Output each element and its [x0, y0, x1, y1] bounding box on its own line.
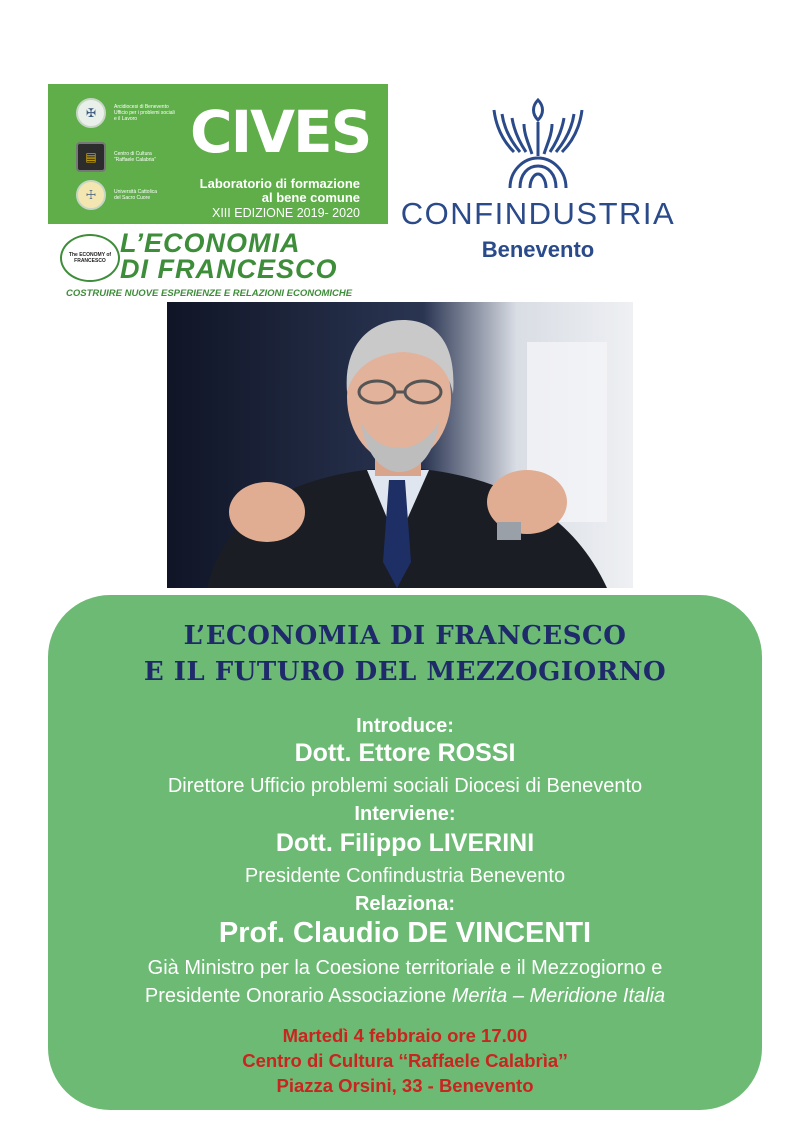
introduce-name: Dott. Ettore ROSSI — [294, 739, 516, 767]
cives-wordmark: CIVES — [190, 98, 371, 166]
org-diocese — [76, 98, 184, 128]
relaziona-role-line2-italic: Merita – Meridione Italia — [451, 985, 666, 1007]
confindustria-city: Benevento — [481, 237, 595, 262]
event-date: Martedì 4 febbraio ore 17.00 — [282, 1025, 528, 1046]
university-seal-icon: ☩ — [76, 180, 106, 210]
cives-subtitle-line2: al bene comune — [261, 190, 360, 205]
interviene-name: Dott. Filippo LIVERINI — [275, 829, 535, 857]
relaziona-name: Prof. Claudio DE VINCENTI — [218, 917, 592, 949]
relaziona-role-line2-prefix: Presidente Onorario Associazione — [144, 985, 452, 1007]
relaziona-label: Relaziona: — [354, 893, 456, 915]
confindustria-logo — [398, 92, 678, 272]
relaziona-role-line2 — [48, 985, 762, 1008]
speaker-portrait-photo — [167, 302, 633, 588]
introduce-label: Introduce: — [356, 715, 454, 737]
org-university — [76, 180, 184, 210]
org-diocese-text: Arcidiocesi di Benevento Ufficio per i problemi sociali e il Lavoro — [114, 104, 175, 122]
event-address: Piazza Orsini, 33 - Benevento — [276, 1075, 534, 1096]
event-info-panel — [48, 595, 762, 1110]
eof-title-line2: DI FRANCESCO — [120, 254, 338, 284]
interviene-label: Interviene: — [354, 803, 456, 825]
diocese-seal-icon: ✠ — [76, 98, 106, 128]
cives-banner — [48, 84, 388, 224]
relaziona-role-line1: Già Ministro per la Coesione territoriale e il Mezzogiorno e — [147, 957, 663, 979]
org-culture-center-text: Centro di Cultura “Raffaele Calabria” — [114, 151, 156, 163]
speaker-portrait-illustration — [167, 302, 633, 588]
introduce-role: Direttore Ufficio problemi sociali Diocesi di Benevento — [167, 775, 643, 797]
event-title-line2: E IL FUTURO DEL MEZZOGIORNO — [143, 657, 667, 687]
eof-tagline: COSTRUIRE NUOVE ESPERIENZE E RELAZIONI ECONOMICHE — [66, 288, 353, 299]
cives-subtitle-line1: Laboratorio di formazione — [199, 176, 360, 191]
economy-of-francesco-badge-icon: The ECONOMY of FRANCESCO — [60, 234, 120, 282]
confindustria-name: CONFINDUSTRIA — [400, 196, 676, 231]
org-university-text: Università Cattolica del Sacro Cuore — [114, 189, 158, 201]
culture-center-logo-icon: ▤ — [76, 142, 106, 172]
cives-edition: XIII EDIZIONE 2019- 2020 — [212, 206, 360, 220]
interviene-role: Presidente Confindustria Benevento — [244, 865, 566, 887]
event-venue: Centro di Cultura ‘‘Raffaele Calabrìa’’ — [242, 1050, 568, 1071]
economy-of-francesco-logo — [48, 226, 388, 302]
eof-title-line1: L’ECONOMIA — [120, 228, 301, 258]
event-title-line1: L’ECONOMIA DI FRANCESCO — [183, 621, 627, 651]
eagle-logo-icon — [484, 92, 592, 196]
org-culture-center — [76, 142, 184, 172]
